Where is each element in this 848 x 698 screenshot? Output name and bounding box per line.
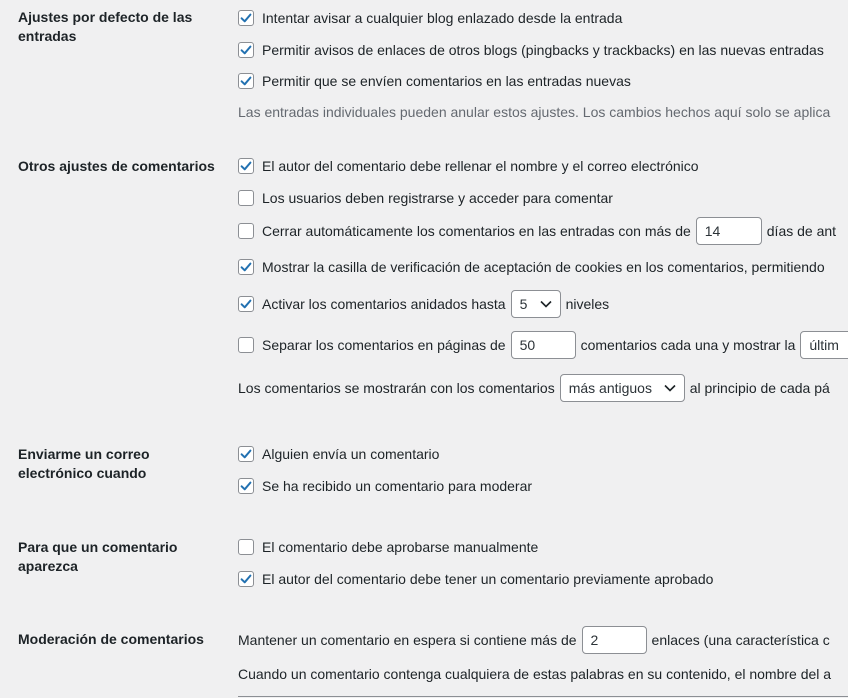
option-label: El autor del comentario debe tener un comentario previamente aprobado bbox=[262, 571, 714, 587]
checkbox[interactable] bbox=[238, 73, 254, 89]
moderation-keys-description: Cuando un comentario contenga cualquiera de estas palabras en su contenido, el nombre del a bbox=[238, 666, 832, 682]
checkbox[interactable] bbox=[238, 446, 254, 462]
checkbox[interactable] bbox=[238, 158, 254, 174]
allow-pingbacks-option[interactable] bbox=[238, 38, 824, 62]
thread-depth-value: 5 bbox=[519, 296, 528, 312]
close-comments-option[interactable] bbox=[238, 216, 836, 246]
checkmark-icon bbox=[239, 260, 253, 274]
checkbox[interactable] bbox=[238, 259, 254, 275]
checkbox[interactable] bbox=[238, 337, 254, 353]
default-comments-page-value: últim bbox=[809, 337, 839, 353]
comment-order-value: más antiguos bbox=[568, 380, 652, 396]
option-label-suffix: niveles bbox=[565, 296, 610, 312]
thread-comments-option[interactable] bbox=[238, 289, 609, 319]
moderation-links-suffix: enlaces (una característica c bbox=[651, 632, 830, 648]
moderation-heading: Moderación de comentarios bbox=[18, 631, 204, 647]
checkmark-icon bbox=[239, 159, 253, 173]
option-label: Permitir avisos de enlaces de otros blogs (pingbacks y trackbacks) en las nuevas entradas bbox=[262, 42, 824, 58]
manual-approval-option[interactable] bbox=[238, 535, 538, 559]
option-label-middle: comentarios cada una y mostrar la bbox=[580, 337, 796, 353]
cookies-opt-in-option[interactable] bbox=[238, 255, 825, 279]
checkbox[interactable] bbox=[238, 539, 254, 555]
checkbox[interactable] bbox=[238, 571, 254, 587]
registration-required-option[interactable] bbox=[238, 186, 613, 210]
option-label: El comentario debe aprobarse manualmente bbox=[262, 539, 539, 555]
checkbox[interactable] bbox=[238, 478, 254, 494]
default-comments-page-select[interactable] bbox=[800, 331, 848, 359]
thread-depth-select[interactable] bbox=[511, 290, 561, 318]
option-label: Los usuarios deben registrarse y acceder para comentar bbox=[262, 190, 613, 206]
checkbox[interactable] bbox=[238, 223, 254, 239]
checkbox[interactable] bbox=[238, 42, 254, 58]
other-comments-heading: Otros ajustes de comentarios bbox=[18, 158, 215, 174]
email-on-moderation-option[interactable] bbox=[238, 474, 532, 498]
chevron-down-icon bbox=[540, 300, 552, 308]
checkmark-icon bbox=[239, 43, 253, 57]
checkmark-icon bbox=[239, 447, 253, 461]
option-label: Cerrar automáticamente los comentarios en las entradas con más de bbox=[262, 223, 691, 239]
option-label: Activar los comentarios anidados hasta bbox=[262, 296, 506, 312]
option-label-suffix: días de ant bbox=[766, 223, 837, 239]
moderation-links-input[interactable]: 2 bbox=[582, 626, 647, 654]
comment-order-row bbox=[238, 373, 830, 403]
email-me-heading: Enviarme un correo electrónico cuando bbox=[18, 446, 150, 481]
option-label: Se ha recibido un comentario para moderar bbox=[262, 478, 533, 494]
checkmark-icon bbox=[239, 572, 253, 586]
previously-approved-option[interactable] bbox=[238, 567, 713, 591]
comment-order-select[interactable] bbox=[560, 374, 685, 402]
page-comments-option[interactable] bbox=[238, 330, 848, 360]
option-label: Intentar avisar a cualquier blog enlazado desde la entrada bbox=[262, 10, 623, 26]
checkmark-icon bbox=[239, 11, 253, 25]
option-label: El autor del comentario debe rellenar el nombre y el correo electrónico bbox=[262, 158, 699, 174]
moderation-links-label: Mantener un comentario en espera si contiene más de bbox=[238, 632, 577, 648]
checkbox[interactable] bbox=[238, 190, 254, 206]
checkbox[interactable] bbox=[238, 296, 254, 312]
email-on-comment-option[interactable] bbox=[238, 442, 439, 466]
moderation-links-row bbox=[238, 625, 830, 655]
option-label: Alguien envía un comentario bbox=[262, 446, 440, 462]
post-defaults-description: Las entradas individuales pueden anular estos ajustes. Los cambios hechos aquí solo se aplica bbox=[238, 104, 831, 120]
checkmark-icon bbox=[239, 297, 253, 311]
moderation-keys-textarea-edge[interactable] bbox=[238, 696, 848, 697]
option-label: Mostrar la casilla de verificación de aceptación de cookies en los comentarios, permitiendo bbox=[262, 259, 825, 275]
option-label: Separar los comentarios en páginas de bbox=[262, 337, 506, 353]
notify-linked-blogs-option[interactable] bbox=[238, 6, 622, 30]
checkbox[interactable] bbox=[238, 10, 254, 26]
require-name-email-option[interactable] bbox=[238, 154, 699, 178]
allow-comments-option[interactable] bbox=[238, 69, 631, 93]
checkmark-icon bbox=[239, 74, 253, 88]
chevron-down-icon bbox=[664, 384, 676, 392]
comments-per-page-input[interactable]: 50 bbox=[511, 331, 576, 359]
checkmark-icon bbox=[239, 479, 253, 493]
option-label: Permitir que se envíen comentarios en las entradas nuevas bbox=[262, 73, 631, 89]
comment-order-suffix: al principio de cada pá bbox=[689, 380, 830, 396]
post-defaults-heading: Ajustes por defecto de las entradas bbox=[18, 9, 193, 44]
comment-order-label: Los comentarios se mostrarán con los comentarios bbox=[238, 380, 555, 396]
close-comments-days-input[interactable]: 14 bbox=[696, 217, 762, 245]
before-appears-heading: Para que un comentario aparezca bbox=[18, 539, 178, 574]
